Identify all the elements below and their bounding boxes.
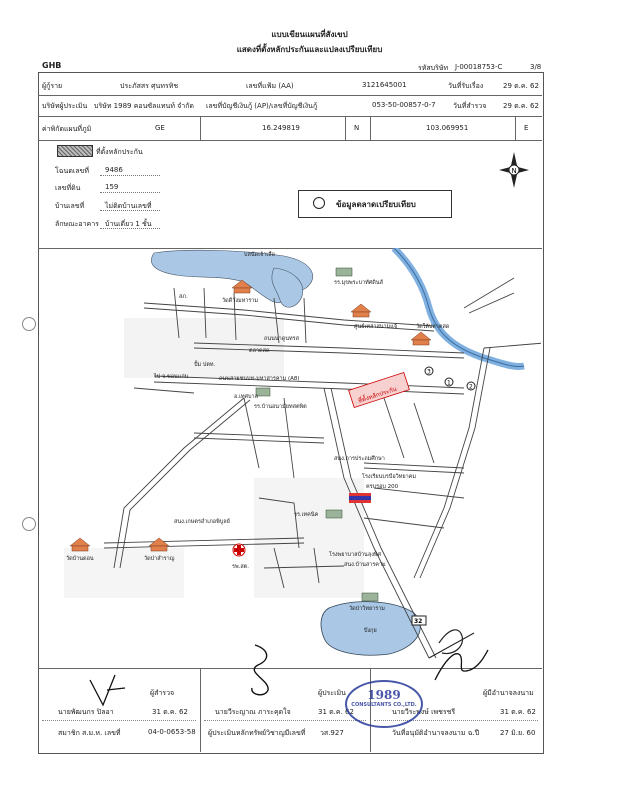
page-number: 3/8 xyxy=(530,63,542,71)
stamp-number: 1989 xyxy=(367,688,401,702)
appraiser-label: บริษัทผู้ประเมิน xyxy=(42,102,88,110)
appraiser-role: ผู้ประเมิน xyxy=(318,689,346,697)
coord-system: GE xyxy=(155,124,165,132)
coord-lon: 103.069951 xyxy=(426,124,469,132)
coord-lat: 16.249819 xyxy=(262,124,300,132)
comparison-label: ข้อมูลตลาดเปรียบเทียบ xyxy=(336,200,416,209)
svg-text:ปั้ม ปตท.: ปั้ม ปตท. xyxy=(194,362,216,368)
collateral-legend-label: ที่ตั้งหลักประกัน xyxy=(96,148,143,156)
receive-date-value: 29 ต.ค. 62 xyxy=(503,82,539,90)
authorized-sub-label: วันที่อนุมัติอำนาจลงนาม ฉ.ปี xyxy=(392,729,480,737)
svg-text:สนง.บ้านสารคาม: สนง.บ้านสารคาม xyxy=(344,562,386,568)
borrower-value: ประภัสสร ศุนทรทิช xyxy=(120,82,179,90)
survey-date-label: วันที่สำรวจ xyxy=(453,102,487,110)
svg-text:ไป จ.ขอนแก่น: ไป จ.ขอนแก่น xyxy=(154,374,189,380)
surveyor-date: 31 ต.ค. 62 xyxy=(152,708,188,716)
svg-text:สนง.การประถมศึกษา: สนง.การประถมศึกษา xyxy=(334,456,385,462)
company-stamp xyxy=(345,680,423,728)
location-map xyxy=(44,248,541,668)
svg-text:วัดใต้ปลาตสด: วัดใต้ปลาตสด xyxy=(416,324,450,330)
authorized-sub-value: 27 มิ.ย. 60 xyxy=(500,729,536,737)
legend-row-value: บ้านเดี่ยว 1 ชั้น xyxy=(105,220,152,228)
borrower-label: ผู้กู้ราย xyxy=(42,82,63,90)
appraiser-name: นายวีระญาณ ภาระคุดใจ xyxy=(215,708,291,716)
svg-text:ที่ตั้งหลักประกัน: ที่ตั้งหลักประกัน xyxy=(357,385,398,405)
river xyxy=(394,248,524,367)
svg-text:ครบรอบ 200: ครบรอบ 200 xyxy=(366,484,399,490)
svg-text:32: 32 xyxy=(414,618,423,625)
appraiser-sub-label: ผู้ประเมินหลักทรัพย์วิชาญมีเลขที่ xyxy=(208,729,306,737)
legend-row-value: 159 xyxy=(105,183,119,191)
svg-text:โรงเรียนบรบือวิทยาคม: โรงเรียนบรบือวิทยาคม xyxy=(362,474,416,480)
company-code-value: J-00018753-C xyxy=(455,63,503,71)
svg-text:1: 1 xyxy=(447,379,451,387)
svg-text:ศูนย์เหล่าสนามแจ้: ศูนย์เหล่าสนามแจ้ xyxy=(354,324,398,330)
collateral-legend-swatch xyxy=(57,145,93,157)
coord-n: N xyxy=(354,124,360,132)
svg-text:วัดบ้านดอน: วัดบ้านดอน xyxy=(66,556,94,562)
svg-text:N: N xyxy=(511,167,517,175)
legend-row-value: 9486 xyxy=(105,166,123,174)
survey-date-value: 29 ต.ค. 62 xyxy=(503,102,539,110)
account-label: เลขที่บัญชีเงินกู้ (AP)/เลขที่บัญชีเงินกู้ xyxy=(206,102,318,110)
svg-text:รร.เทคนิค: รร.เทคนิค xyxy=(294,512,319,518)
legend-row-label: เลขที่ดิน xyxy=(55,184,81,192)
page-subtitle: แสดงที่ตั้งหลักประกันและแปลงเปรียบเทียบ xyxy=(236,45,383,54)
svg-text:3: 3 xyxy=(427,368,431,376)
appraiser-date: 31 ต.ค. 62 xyxy=(318,708,354,716)
svg-text:ตลาดสด: ตลาดสด xyxy=(249,348,270,354)
north-arrow-icon xyxy=(497,150,531,190)
file-no-label: เลขที่แฟ้ม (AA) xyxy=(246,82,294,90)
receive-date-label: วันที่รับเรื่อง xyxy=(448,82,484,90)
coord-label: ค่าพิกัดแผนที่ภูมิ xyxy=(42,125,92,133)
surveyor-sub-label: สมาชิก ส.ม.ห. เลขที่ xyxy=(58,729,121,737)
authorized-name: นายวีระพงษ์ เพชรชรี xyxy=(392,708,456,716)
svg-text:รร.บ้านอนามัยทสตพิต: รร.บ้านอนามัยทสตพิต xyxy=(254,404,307,410)
svg-text:บลนัดเจ้าเสือ: บลนัดเจ้าเสือ xyxy=(244,252,275,258)
authorized-date: 31 ต.ค. 62 xyxy=(500,708,536,716)
svg-text:ถนนสายชนบท-มหาสารคาม (A8): ถนนสายชนบท-มหาสารคาม (A8) xyxy=(219,376,300,382)
svg-text:สนง.เกษตรอำเภอพิบูลย์: สนง.เกษตรอำเภอพิบูลย์ xyxy=(174,519,230,525)
svg-text:ถนนนาดูนทรส: ถนนนาดูนทรส xyxy=(264,336,299,342)
punch-hole-bottom xyxy=(22,517,36,531)
comparison-circle-icon xyxy=(313,197,325,209)
file-no-value: 3121645001 xyxy=(362,81,407,89)
company-code-label: รหัสบริษัท xyxy=(418,64,449,72)
appraiser-value: บริษัท 1989 คอนซัลแทนท์ จำกัด xyxy=(94,102,194,110)
appraiser-sub-value: วส.927 xyxy=(320,729,344,737)
coord-e: E xyxy=(524,124,529,132)
punch-hole-top xyxy=(22,317,36,331)
surveyor-name: นายพัฒนกร ปิลอา xyxy=(58,708,114,716)
appraiser-signature xyxy=(240,640,290,700)
stamp-company: CONSULTANTS CO.,LTD. xyxy=(351,702,417,708)
page-title: แบบเขียนแผนที่สังเขป xyxy=(271,30,348,39)
legend-row-label: ลักษณะอาคาร xyxy=(55,220,99,228)
account-value: 053-50-00857-0-7 xyxy=(372,101,436,109)
svg-text:2: 2 xyxy=(469,383,473,391)
authorized-role: ผู้มีอำนาจลงนาม xyxy=(483,689,534,697)
svg-text:วัดป่าวิทยาราม: วัดป่าวิทยาราม xyxy=(349,606,385,612)
svg-text:วัดดีวังมหาราม: วัดดีวังมหาราม xyxy=(222,298,259,304)
bank-label: GHB xyxy=(42,61,62,70)
surveyor-sub-value: 04-0-0653-58 xyxy=(148,728,196,736)
svg-text:รร.มุขพระบาทัศดินส์: รร.มุขพระบาทัศดินส์ xyxy=(334,280,383,286)
authorized-signature xyxy=(430,640,490,690)
svg-text:โรงพยาบาลบ้านลุงพิศ: โรงพยาบาลบ้านลุงพิศ xyxy=(329,552,381,558)
legend-row-label: บ้านเลขที่ xyxy=(55,202,85,210)
surveyor-role: ผู้สำรวจ xyxy=(150,689,175,697)
svg-text:วัดป่าสำราญ: วัดป่าสำราญ xyxy=(144,556,175,562)
svg-text:บึงกุย: บึงกุย xyxy=(364,628,377,634)
collateral-site-marker xyxy=(349,372,410,407)
svg-text:รพ.สต.: รพ.สต. xyxy=(232,564,250,570)
legend-row-label: โฉนดเลขที่ xyxy=(55,167,89,175)
svg-text:อ.เทศบาล: อ.เทศบาล xyxy=(234,394,258,400)
surveyor-signature xyxy=(85,670,135,710)
legend-row-value: ไม่ติดบ้านเลขที่ xyxy=(105,202,152,210)
svg-text:สภ.: สภ. xyxy=(179,294,188,300)
